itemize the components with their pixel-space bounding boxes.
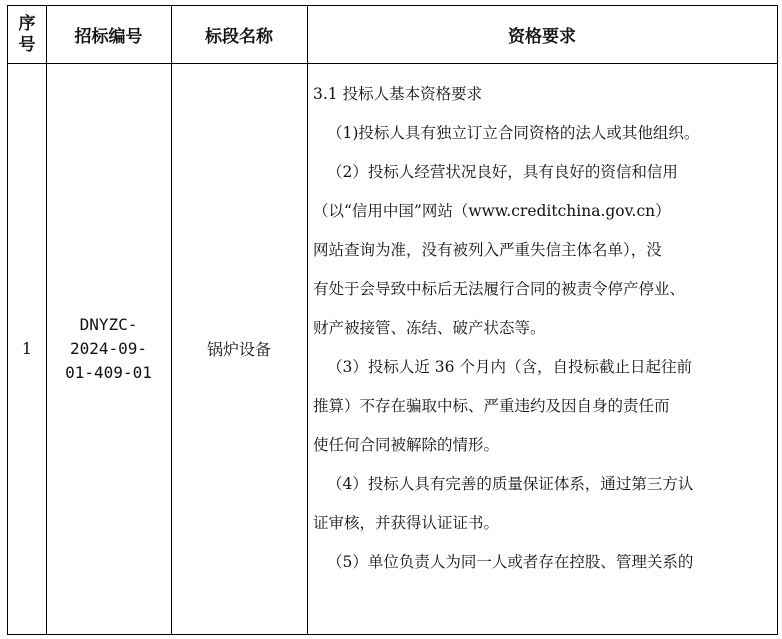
header-name: 标段名称 <box>205 27 273 47</box>
req-line-2: （1)投标人具有独立订立合同资格的法人或其他组织。 <box>327 124 700 142</box>
req-line-4: （以“信用中国”网站（www.creditchina.gov.cn） <box>313 202 671 220</box>
code-line-1: DNYZC- <box>79 314 138 334</box>
header-seq <box>8 6 46 63</box>
header-seq-line-1: 序 <box>18 13 36 34</box>
qualification-table <box>7 5 778 635</box>
req-line-9: 推算）不存在骗取中标、严重违约及因自身的责任而 <box>313 397 670 415</box>
header-seq-line-2: 号 <box>18 34 36 55</box>
cell-seq: 1 <box>21 339 33 358</box>
cell-requirements <box>307 63 777 634</box>
cell-code <box>46 63 171 634</box>
req-line-3: （2）投标人经营状况良好，具有良好的资信和信用 <box>327 163 678 181</box>
req-line-7: 财产被接管、冻结、破产状态等。 <box>313 319 546 337</box>
req-line-1: 3.1 投标人基本资格要求 <box>313 85 483 103</box>
req-line-13: （5）单位负责人为同一人或者存在控股、管理关系的 <box>327 553 694 571</box>
code-line-2: 2024-09- <box>69 338 148 358</box>
code-line-3: 01-409-01 <box>65 362 152 382</box>
req-line-12: 证审核，并获得认证证书。 <box>313 514 500 532</box>
req-line-6: 有处于会导致中标后无法履行合同的被责令停产停业、 <box>313 280 686 298</box>
header-requirements: 资格要求 <box>508 27 576 47</box>
req-line-8: （3）投标人近 36 个月内（含，自投标截止日起往前 <box>327 358 692 376</box>
header-code: 招标编号 <box>74 27 143 47</box>
req-line-11: （4）投标人具有完善的质量保证体系，通过第三方认 <box>327 475 694 493</box>
req-line-10: 使任何合同被解除的情形。 <box>313 436 500 454</box>
cell-section-name: 锅炉设备 <box>206 340 271 359</box>
req-line-5: 网站查询为准，没有被列入严重失信主体名单），没 <box>313 241 662 259</box>
